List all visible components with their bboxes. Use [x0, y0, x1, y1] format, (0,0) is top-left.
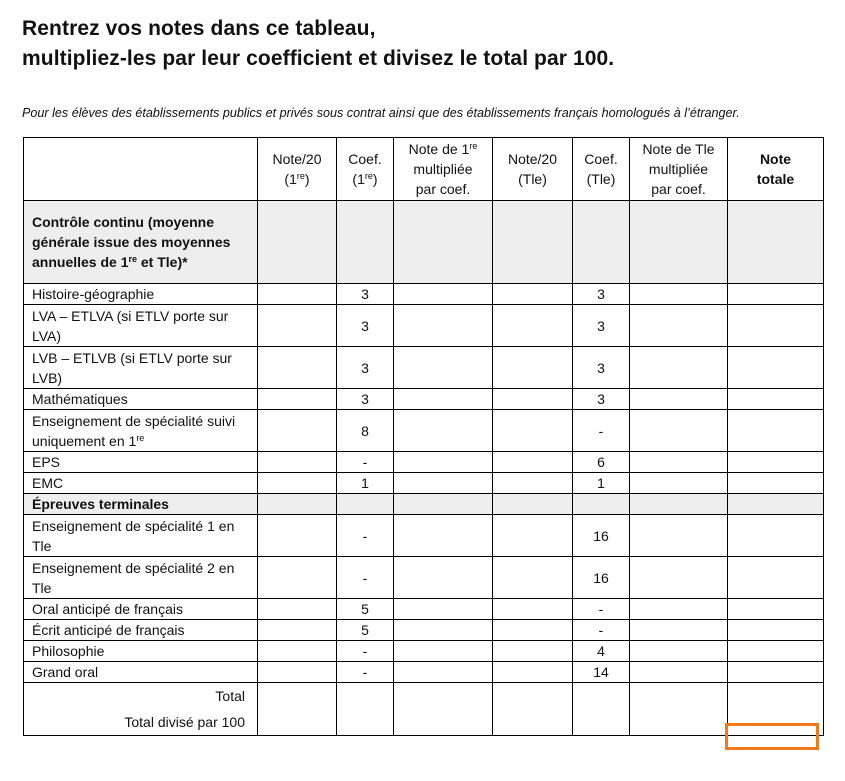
total-cell[interactable]	[573, 683, 630, 736]
header-note-1re: Note/20 (1re)	[258, 138, 337, 201]
coef-tle: -	[573, 620, 630, 641]
table-row	[24, 620, 824, 641]
header-note-tle: Note/20 (Tle)	[493, 138, 573, 201]
grade-input-tle[interactable]	[493, 515, 573, 557]
weighted-grade-tle[interactable]	[630, 662, 728, 683]
grade-input-tle[interactable]	[493, 641, 573, 662]
grade-input-tle[interactable]	[493, 662, 573, 683]
grade-input-1re[interactable]	[258, 473, 337, 494]
weighted-grade-1re[interactable]	[394, 410, 493, 452]
weighted-grade-tle[interactable]	[630, 305, 728, 347]
section-row-final-exams	[24, 494, 824, 515]
coef-tle: 3	[573, 347, 630, 389]
page-title	[22, 14, 614, 74]
total-grade-cell[interactable]	[728, 410, 824, 452]
weighted-grade-tle[interactable]	[630, 641, 728, 662]
grade-input-tle[interactable]	[493, 452, 573, 473]
coef-tle: 3	[573, 389, 630, 410]
coef-1re: 3	[337, 389, 394, 410]
total-grade-cell[interactable]	[728, 473, 824, 494]
total-label: Total	[215, 688, 245, 704]
weighted-grade-tle[interactable]	[630, 599, 728, 620]
coef-tle: 16	[573, 515, 630, 557]
subject-label: Mathématiques	[24, 389, 258, 410]
grade-input-1re[interactable]	[258, 389, 337, 410]
total-cell[interactable]	[258, 683, 337, 736]
grade-input-tle[interactable]	[493, 620, 573, 641]
title-line-2: multipliez-les par leur coefficient et divisez le total par 100.	[22, 47, 615, 70]
grade-input-1re[interactable]	[258, 620, 337, 641]
weighted-grade-1re[interactable]	[394, 473, 493, 494]
coef-tle: 3	[573, 305, 630, 347]
subject-label: Grand oral	[24, 662, 258, 683]
table-row	[24, 389, 824, 410]
coef-1re: -	[337, 515, 394, 557]
grade-input-tle[interactable]	[493, 347, 573, 389]
grade-input-tle[interactable]	[493, 557, 573, 599]
table-row	[24, 662, 824, 683]
total-grade-cell[interactable]	[728, 662, 824, 683]
subject-label: Écrit anticipé de français	[24, 620, 258, 641]
table-row	[24, 347, 824, 389]
title-line-1: Rentrez vos notes dans ce tableau,	[22, 17, 376, 40]
subject-label: Enseignement de spécialité 2 en Tle	[24, 557, 258, 599]
coef-tle: 14	[573, 662, 630, 683]
weighted-grade-tle[interactable]	[630, 515, 728, 557]
grade-input-tle[interactable]	[493, 599, 573, 620]
subject-label: LVA – ETLVA (si ETLV porte sur LVA)	[24, 305, 258, 347]
subject-label: Histoire-géographie	[24, 284, 258, 305]
total-grade-cell[interactable]	[728, 347, 824, 389]
weighted-grade-tle[interactable]	[630, 284, 728, 305]
total-grade-cell[interactable]	[728, 620, 824, 641]
grand-total-cell[interactable]	[728, 683, 824, 736]
weighted-grade-1re[interactable]	[394, 515, 493, 557]
eligibility-note: Pour les élèves des établissements publics et privés sous contrat ainsi que des établissements français homologués à l’étranger.	[22, 106, 740, 120]
table-row	[24, 410, 824, 452]
subject-label: Enseignement de spécialité suivi uniquement en 1re	[24, 410, 258, 452]
grade-input-1re[interactable]	[258, 641, 337, 662]
weighted-grade-1re[interactable]	[394, 599, 493, 620]
grade-input-1re[interactable]	[258, 410, 337, 452]
header-multiplied-1re: Note de 1re multipliée par coef.	[394, 138, 493, 201]
header-total: Note totale	[728, 138, 824, 201]
weighted-grade-tle[interactable]	[630, 347, 728, 389]
coef-1re: 5	[337, 620, 394, 641]
total-cell[interactable]	[394, 683, 493, 736]
header-multiplied-tle: Note de Tle multipliée par coef.	[630, 138, 728, 201]
table-row	[24, 515, 824, 557]
coef-tle: -	[573, 410, 630, 452]
coef-tle: 4	[573, 641, 630, 662]
coef-tle: 1	[573, 473, 630, 494]
table-row	[24, 641, 824, 662]
weighted-grade-1re[interactable]	[394, 389, 493, 410]
grade-input-1re[interactable]	[258, 284, 337, 305]
total-cell[interactable]	[630, 683, 728, 736]
coef-tle: -	[573, 599, 630, 620]
table-header-row	[24, 138, 824, 201]
coef-1re: -	[337, 641, 394, 662]
subject-label: EMC	[24, 473, 258, 494]
weighted-grade-tle[interactable]	[630, 620, 728, 641]
coef-1re: 5	[337, 599, 394, 620]
grade-input-1re[interactable]	[258, 599, 337, 620]
section-row-continuous	[24, 201, 824, 284]
section-label: Épreuves terminales	[24, 494, 258, 515]
grade-input-1re[interactable]	[258, 515, 337, 557]
grade-input-1re[interactable]	[258, 347, 337, 389]
subject-label: Philosophie	[24, 641, 258, 662]
coef-1re: 3	[337, 347, 394, 389]
grades-table	[23, 137, 824, 736]
table-row	[24, 557, 824, 599]
total-cell[interactable]	[493, 683, 573, 736]
grade-input-tle[interactable]	[493, 305, 573, 347]
total-grade-cell[interactable]	[728, 284, 824, 305]
subject-label: EPS	[24, 452, 258, 473]
total-grade-cell[interactable]	[728, 599, 824, 620]
weighted-grade-1re[interactable]	[394, 284, 493, 305]
weighted-grade-1re[interactable]	[394, 452, 493, 473]
total-grade-cell[interactable]	[728, 452, 824, 473]
weighted-grade-1re[interactable]	[394, 620, 493, 641]
table-row	[24, 452, 824, 473]
coef-1re: 3	[337, 284, 394, 305]
coef-1re: -	[337, 452, 394, 473]
coef-1re: 3	[337, 305, 394, 347]
subject-label: Oral anticipé de français	[24, 599, 258, 620]
subject-label: LVB – ETLVB (si ETLV porte sur LVB)	[24, 347, 258, 389]
table-row	[24, 305, 824, 347]
grade-input-tle[interactable]	[493, 410, 573, 452]
total-grade-cell[interactable]	[728, 305, 824, 347]
coef-1re: 8	[337, 410, 394, 452]
grade-input-tle[interactable]	[493, 284, 573, 305]
weighted-grade-tle[interactable]	[630, 410, 728, 452]
totals-labels	[24, 683, 258, 736]
coef-tle: 6	[573, 452, 630, 473]
total-grade-cell[interactable]	[728, 557, 824, 599]
grade-input-1re[interactable]	[258, 557, 337, 599]
grade-input-1re[interactable]	[258, 452, 337, 473]
table-row	[24, 473, 824, 494]
header-coef-1re: Coef. (1re)	[337, 138, 394, 201]
weighted-grade-1re[interactable]	[394, 641, 493, 662]
weighted-grade-1re[interactable]	[394, 305, 493, 347]
grade-input-1re[interactable]	[258, 305, 337, 347]
coef-1re: -	[337, 662, 394, 683]
table-row	[24, 284, 824, 305]
coef-1re: -	[337, 557, 394, 599]
coef-1re: 1	[337, 473, 394, 494]
total-divided-label: Total divisé par 100	[124, 714, 245, 730]
header-coef-tle: Coef. (Tle)	[573, 138, 630, 201]
grade-input-tle[interactable]	[493, 389, 573, 410]
subject-label: Enseignement de spécialité 1 en Tle	[24, 515, 258, 557]
table-row	[24, 599, 824, 620]
weighted-grade-1re[interactable]	[394, 662, 493, 683]
grade-input-tle[interactable]	[493, 473, 573, 494]
grade-input-1re[interactable]	[258, 662, 337, 683]
weighted-grade-tle[interactable]	[630, 389, 728, 410]
weighted-grade-1re[interactable]	[394, 347, 493, 389]
total-cell[interactable]	[337, 683, 394, 736]
section-label: Contrôle continu (moyenne générale issue des moyennes annuelles de 1re et Tle)*	[24, 201, 258, 284]
total-grade-cell[interactable]	[728, 389, 824, 410]
coef-tle: 16	[573, 557, 630, 599]
coef-tle: 3	[573, 284, 630, 305]
total-grade-cell[interactable]	[728, 515, 824, 557]
weighted-grade-tle[interactable]	[630, 473, 728, 494]
weighted-grade-tle[interactable]	[630, 452, 728, 473]
weighted-grade-1re[interactable]	[394, 557, 493, 599]
weighted-grade-tle[interactable]	[630, 557, 728, 599]
total-grade-cell[interactable]	[728, 641, 824, 662]
totals-row	[24, 683, 824, 736]
header-subject	[24, 138, 258, 201]
